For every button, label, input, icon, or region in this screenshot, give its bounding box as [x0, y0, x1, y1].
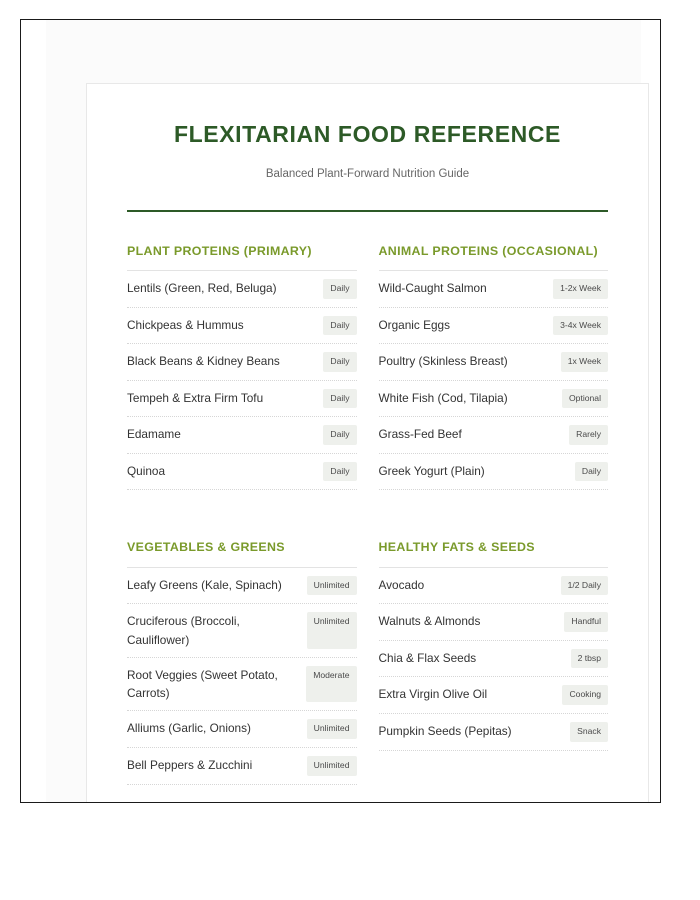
section-vegetables-greens — [127, 538, 357, 784]
frequency-badge: Cooking — [562, 685, 608, 705]
section-rows — [379, 568, 609, 751]
food-name: Bell Peppers & Zucchini — [127, 758, 253, 772]
table-row[interactable] — [379, 271, 609, 308]
document-header — [127, 120, 608, 212]
page-backdrop — [46, 20, 641, 803]
frequency-badge: Moderate — [306, 666, 356, 703]
food-name: Black Beans & Kidney Beans — [127, 354, 280, 369]
food-name: Root Veggies (Sweet Potato, Carrots) — [127, 667, 278, 701]
food-name: White Fish (Cod, Tilapia) — [378, 390, 508, 405]
table-row[interactable] — [379, 454, 609, 491]
section-heading: HEALTHY FATS & SEEDS — [378, 540, 535, 555]
table-row[interactable] — [127, 568, 357, 605]
section-plant-proteins — [127, 242, 357, 491]
table-row[interactable] — [127, 604, 357, 658]
table-row[interactable] — [127, 271, 357, 308]
table-row[interactable] — [127, 711, 357, 748]
food-name: Pumpkin Seeds (Pepitas) — [378, 724, 512, 739]
food-name: Greek Yogurt (Plain) — [378, 463, 485, 478]
table-row[interactable] — [127, 381, 357, 418]
food-name: Walnuts & Almonds — [378, 614, 481, 629]
food-name: Grass-Fed Beef — [378, 427, 462, 442]
food-name: Lentils (Green, Red, Beluga) — [127, 280, 277, 295]
table-row[interactable] — [127, 308, 357, 345]
food-name: Avocado — [378, 577, 425, 592]
frequency-badge: Daily — [323, 279, 356, 299]
frequency-badge: Unlimited — [307, 756, 357, 776]
food-name: Edamame — [127, 427, 181, 442]
food-name: Leafy Greens (Kale, Spinach) — [127, 577, 282, 592]
table-row[interactable] — [379, 641, 609, 678]
food-name: Cruciferous (Broccoli, Cauliflower) — [127, 614, 240, 647]
section-heading: PLANT PROTEINS (PRIMARY) — [127, 243, 312, 258]
table-row[interactable] — [379, 381, 609, 418]
food-name: Alliums (Garlic, Onions) — [127, 721, 251, 736]
frequency-badge: 1/2 Daily — [561, 576, 608, 596]
frequency-badge: 1-2x Week — [553, 279, 608, 299]
section-heading: ANIMAL PROTEINS (OCCASIONAL) — [378, 243, 599, 258]
frequency-badge: Daily — [323, 316, 356, 336]
table-row[interactable] — [127, 417, 357, 454]
section-rows — [127, 271, 357, 491]
section-healthy-fats-seeds — [379, 538, 609, 784]
frequency-badge: Daily — [323, 425, 356, 445]
section-rows — [379, 271, 609, 491]
frequency-badge: Snack — [570, 722, 608, 742]
frequency-badge: 3-4x Week — [553, 316, 608, 336]
section-heading: VEGETABLES & GREENS — [127, 540, 285, 555]
section-animal-proteins — [379, 242, 609, 491]
table-row[interactable] — [379, 677, 609, 714]
frequency-badge: Rarely — [569, 425, 608, 445]
table-row[interactable] — [379, 568, 609, 605]
food-name: Chia & Flax Seeds — [378, 650, 477, 665]
frequency-badge: Daily — [323, 389, 356, 409]
food-name: Chickpeas & Hummus — [127, 317, 244, 332]
frequency-badge: Unlimited — [307, 576, 357, 596]
food-name: Tempeh & Extra Firm Tofu — [127, 390, 264, 405]
page-subtitle: Balanced Plant-Forward Nutrition Guide — [265, 167, 470, 180]
table-row[interactable] — [379, 714, 609, 751]
table-row[interactable] — [127, 454, 357, 491]
table-row[interactable] — [379, 308, 609, 345]
table-row[interactable] — [127, 748, 357, 785]
page-title: FLEXITARIAN FOOD REFERENCE — [173, 121, 561, 147]
table-row[interactable] — [379, 344, 609, 381]
frequency-badge: Daily — [575, 462, 608, 482]
table-row[interactable] — [379, 604, 609, 641]
header-divider — [127, 210, 608, 212]
food-name: Quinoa — [127, 463, 166, 478]
document-card — [86, 83, 649, 803]
sections-grid — [127, 242, 608, 791]
frequency-badge: Unlimited — [307, 612, 357, 649]
frequency-badge: Daily — [323, 462, 356, 482]
table-row[interactable] — [127, 344, 357, 381]
food-name: Organic Eggs — [378, 317, 450, 332]
frequency-badge: 2 tbsp — [571, 649, 608, 669]
frequency-badge: 1x Week — [561, 352, 608, 372]
document-viewport — [20, 19, 661, 803]
frequency-badge: Optional — [562, 389, 608, 409]
frequency-badge: Handful — [564, 612, 608, 632]
food-name: Poultry (Skinless Breast) — [378, 354, 508, 369]
frequency-badge: Daily — [323, 352, 356, 372]
frequency-badge: Unlimited — [307, 719, 357, 739]
table-row[interactable] — [127, 658, 357, 712]
food-name: Wild-Caught Salmon — [378, 280, 487, 295]
table-row[interactable] — [379, 417, 609, 454]
section-rows — [127, 568, 357, 785]
food-name: Extra Virgin Olive Oil — [378, 687, 488, 702]
